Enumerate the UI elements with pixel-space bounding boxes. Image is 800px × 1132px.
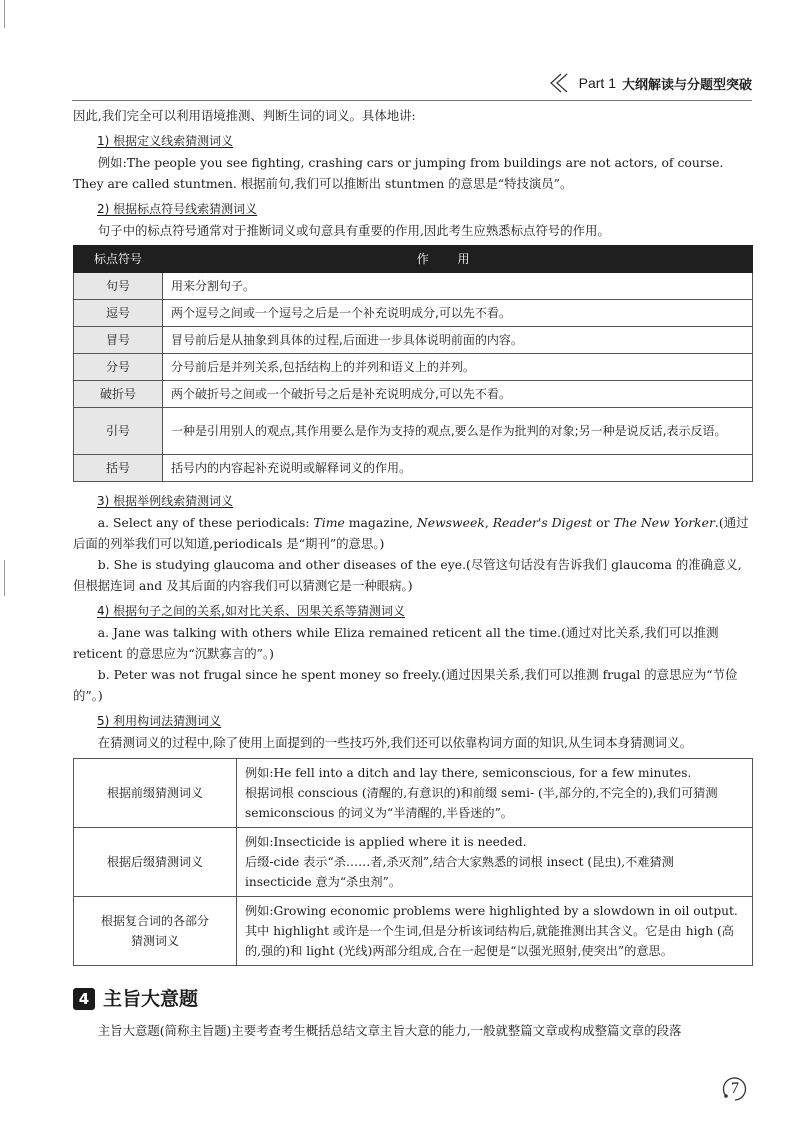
punctuation-name: 句号 [74,273,163,300]
method-name: 根据复合词的各部分猜测词义 [74,897,237,966]
main-content [73,105,753,1041]
periodical-title: The New Yorker [613,515,715,530]
page-number [720,1074,750,1104]
punctuation-name: 引号 [74,408,163,455]
method-desc [237,828,753,897]
table-row [74,408,753,455]
method-desc [237,897,753,966]
punctuation-desc: 两个逗号之间或一个逗号之后是一个补充说明成分,可以先不看。 [163,300,753,327]
punctuation-desc: 一种是引用别人的观点,其作用要么是作为支持的观点,要么是作为批判的对象;另一种是说反话,表示反语。 [163,408,753,455]
table-header-punctuation: 标点符号 [74,246,163,273]
punctuation-desc: 用来分割句子。 [163,273,753,300]
table-row [74,828,753,897]
page-number-text: 7 [731,1080,739,1097]
section-heading: 2) 根据标点符号线索猜测词义 [97,202,258,216]
punctuation-desc: 冒号前后是从抽象到具体的过程,后面进一步具体说明前面的内容。 [163,327,753,354]
table-header-function: 作用 [163,246,753,273]
method-example: 例如:Insecticide is applied where it is needed. [245,835,527,849]
section-4-heading [73,988,753,1010]
section-heading: 3) 根据举例线索猜测词义 [97,494,234,508]
method-explanation: 其中 highlight 或许是一个生词,但是分析该词结构后,就能推测出其含义。它是由 high (高的,强的)和 light (光线)两部分组成,合在一起便是“以强光照射,使突出”的意思。 [245,924,734,958]
example-a: a. Jane was talking with others while Eliza remained reticent all the time.(通过对比关系,我们可以推测 reticent 的意思应为“沉默寡言的”。) [73,625,719,661]
method-name: 根据后缀猜测词义 [74,828,237,897]
section-number-badge: 4 [73,988,95,1010]
table-row [74,354,753,381]
table-row [74,759,753,828]
method-explanation: 后缀-cide 表示“杀……者,杀灭剂”,结合大家熟悉的词根 insect (昆虫),不难猜测 insecticide 意为“杀虫剂”。 [245,855,674,889]
example-b: b. She is studying glaucoma and other diseases of the eye.(尽管这句话没有告诉我们 glaucoma 的准确意义,但根据连词 and 及其后面的内容我们可以猜测它是一种眼病。) [73,557,742,593]
word-formation-table [73,758,753,966]
punctuation-name: 逗号 [74,300,163,327]
section-heading: 5) 利用构词法猜测词义 [97,714,222,728]
method-name: 根据前缀猜测词义 [74,759,237,828]
example-text: .(通过后面的列举我们可以知道,periodicals 是“期刊”的意思。) [73,515,749,551]
section-text: 例如:The people you see fighting, crashing cars or jumping from buildings are not actors, of course. They are called stuntmen. 根据前句,我们可以推断出 stuntmen 的意思是“特技演员”。 [73,155,724,191]
punctuation-name: 冒号 [74,327,163,354]
method-example: 例如:Growing economic problems were highlighted by a slowdown in oil output. [245,904,738,918]
example-text: magazine, [344,515,417,530]
header-title: 大纲解读与分题型突破 [621,77,752,93]
example-a [73,512,753,554]
section-heading: 4) 根据句子之间的关系,如对比关系、因果关系等猜测词义 [97,604,405,618]
header-rule [72,100,752,101]
method-desc [237,759,753,828]
header-part: Part 1 [578,75,616,91]
punctuation-desc: 两个破折号之间或一个破折号之后是补充说明成分,可以先不看。 [163,381,753,408]
example-b: b. Peter was not frugal since he spent money so freely.(通过因果关系,我们可以推测 frugal 的意思应为“节俭的”。) [73,667,738,703]
punctuation-name: 破折号 [74,381,163,408]
table-row [74,455,753,482]
table-row [74,273,753,300]
example-text: , [484,515,493,530]
punctuation-name: 括号 [74,455,163,482]
section-text: 在猜测词义的过程中,除了使用上面提到的一些技巧外,我们还可以依靠构词方面的知识,从生词本身猜测词义。 [97,735,692,750]
section-heading: 1) 根据定义线索猜测词义 [97,134,234,148]
table-row [74,381,753,408]
section-4-title: 主旨大意题 [103,987,199,1010]
punctuation-desc: 分号前后是并列关系,包括结构上的并列和语义上的并列。 [163,354,753,381]
table-row [74,300,753,327]
method-explanation: 根据词根 conscious (清醒的,有意识的)和前缀 semi- (半,部分的,不完全的),我们可猜测 semiconscious 的词义为“半清醒的,半昏迷的”。 [245,786,718,820]
scan-edge-mark [4,0,5,28]
punctuation-table [73,245,753,482]
table-row [74,327,753,354]
periodical-title: Reader's Digest [492,515,593,530]
punctuation-desc: 括号内的内容起补充说明或解释词义的作用。 [163,455,753,482]
table-row [74,897,753,966]
header-bracket-icon [547,72,573,94]
section-4-text: 主旨大意题(简称主旨题)主要考查考生概括总结文章主旨大意的能力,一般就整篇文章或构成整篇文章的段落 [97,1023,682,1038]
scan-edge-mark [4,560,5,596]
intro-paragraph: 因此,我们完全可以利用语境推测、判断生词的词义。具体地讲: [73,108,416,123]
running-header [547,72,752,94]
periodical-title: Time [313,515,345,530]
periodical-title: Newsweek [416,515,485,530]
section-text: 句子中的标点符号通常对于推断词义或句意具有重要的作用,因此考生应熟悉标点符号的作用。 [97,223,610,238]
example-text: or [592,515,614,530]
method-example: 例如:He fell into a ditch and lay there, semiconscious, for a few minutes. [245,766,692,780]
example-text: a. Select any of these periodicals: [97,515,314,530]
punctuation-name: 分号 [74,354,163,381]
